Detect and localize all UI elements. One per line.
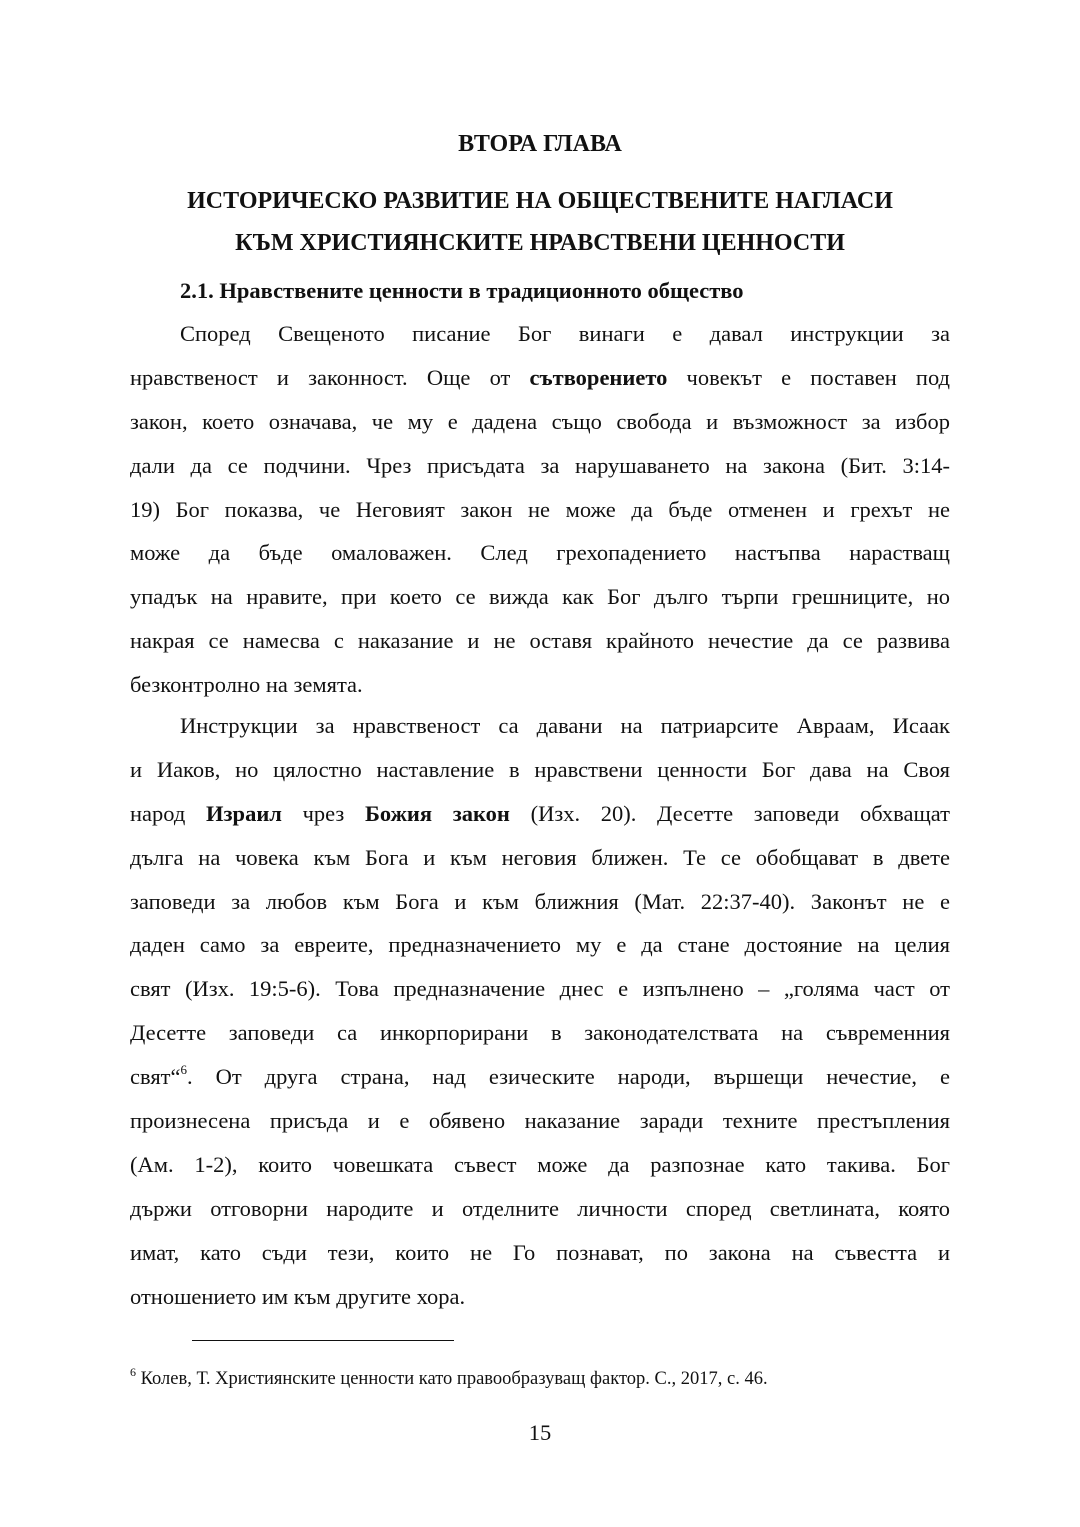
- bold-term: Божия закон: [365, 800, 510, 826]
- paragraph-2-line: Инструкции за нравственост са давани на патриарсите Авраам, Исаак: [180, 713, 950, 738]
- paragraph-2-line: Десетте заповеди са инкорпорирани в законодателствата на съвременния: [130, 1020, 950, 1046]
- paragraph-2-line: даден само за евреите, предназначението му е да стане достояние на целия: [130, 932, 950, 958]
- page-number: 15: [528, 1420, 552, 1445]
- paragraph-1-line: упадък на нравите, при което се вижда как Бог дълго търпи грешниците, но: [130, 584, 950, 610]
- paragraph-1-line: [130, 356, 950, 400]
- paragraph-1-line: 19) Бог показва, че Неговият закон не може да бъде отменен и грехът не: [130, 496, 950, 522]
- paragraph-1-line: дали да се подчини. Чрез присъдата за нарушаването на закона (Бит. 3:14-: [130, 452, 950, 478]
- text-run: човекът е поставен под: [667, 364, 950, 390]
- paragraph-2-line: имат, като съди тези, които не Го познават, по закона на съвестта и: [130, 1239, 950, 1265]
- paragraph-2-line: и Иаков, но цялостно наставление в нравствени ценности Бог дава на Своя: [130, 756, 950, 782]
- footnote: [130, 1366, 768, 1392]
- chapter-title-line-2: КЪМ ХРИСТИЯНСКИТЕ НРАВСТВЕНИ ЦЕННОСТИ: [235, 230, 845, 256]
- paragraph-2-line: произнесена присъда и е обявено наказание заради техните престъпления: [130, 1108, 950, 1134]
- footnote-reference: 6: [180, 1061, 187, 1077]
- chapter-heading: ВТОРА ГЛАВА: [458, 131, 622, 157]
- paragraph-1-line: накрая се намесва с наказание и не оставя крайното нечестие да се развива: [130, 628, 950, 654]
- paragraph-2-line: [130, 792, 950, 836]
- paragraph-2-line: държи отговорни народите и отделните личности според светлината, която: [130, 1195, 950, 1221]
- text-run: народ: [130, 800, 207, 826]
- text-run: свят“: [130, 1064, 181, 1090]
- paragraph-2-line: отношението им към другите хора.: [130, 1283, 466, 1309]
- paragraph-1-line: Според Свещеното писание Бог винаги е давал инструкции за: [180, 321, 950, 346]
- text-run: нравственост и законност. Още от: [130, 364, 530, 390]
- footnote-text: Колев, Т. Християнските ценности като правообразуващ фактор. С., 2017, с. 46.: [136, 1369, 768, 1389]
- bold-term: сътворението: [529, 364, 668, 390]
- paragraph-1-line: закон, което означава, че му е дадена също свобода и възможност за избор: [130, 408, 950, 434]
- paragraph-2-line: заповеди за любов към Бога и към ближния (Мат. 22:37-40). Законът не е: [130, 888, 950, 914]
- text-run: (Изх. 20). Десетте заповеди обхващат: [509, 800, 951, 826]
- text-run: . От друга страна, над езическите народи, вършещи нечестие, е: [186, 1064, 950, 1090]
- bold-term: Израил: [206, 800, 282, 826]
- paragraph-2-line: свят (Изх. 19:5-6). Това предназначение днес е изпълнено – „голяма част от: [130, 976, 950, 1002]
- paragraph-2-line: (Ам. 1-2), които човешката съвест може да разпознае като такива. Бог: [130, 1151, 950, 1177]
- paragraph-1-line: може да бъде омаловажен. След грехопадението настъпва нарастващ: [130, 540, 950, 566]
- paragraph-1-line: безконтролно на земята.: [130, 672, 363, 698]
- paragraph-2-line: дълга на човека към Бога и към неговия ближен. Те се обобщават в двете: [130, 844, 950, 870]
- paragraph-1: [130, 312, 950, 707]
- chapter-title-line-1: ИСТОРИЧЕСКО РАЗВИТИЕ НА ОБЩЕСТВЕНИТЕ НАГЛАСИ: [187, 188, 893, 214]
- paragraph-2: [130, 704, 950, 1318]
- footnote-marker: 6: [130, 1364, 136, 1379]
- footnote-separator: [192, 1340, 454, 1341]
- paragraph-2-line: [130, 1055, 950, 1099]
- chapter-title: [130, 180, 950, 264]
- section-heading: 2.1. Нравствените ценности в традиционното общество: [180, 278, 744, 303]
- text-run: чрез: [281, 800, 366, 826]
